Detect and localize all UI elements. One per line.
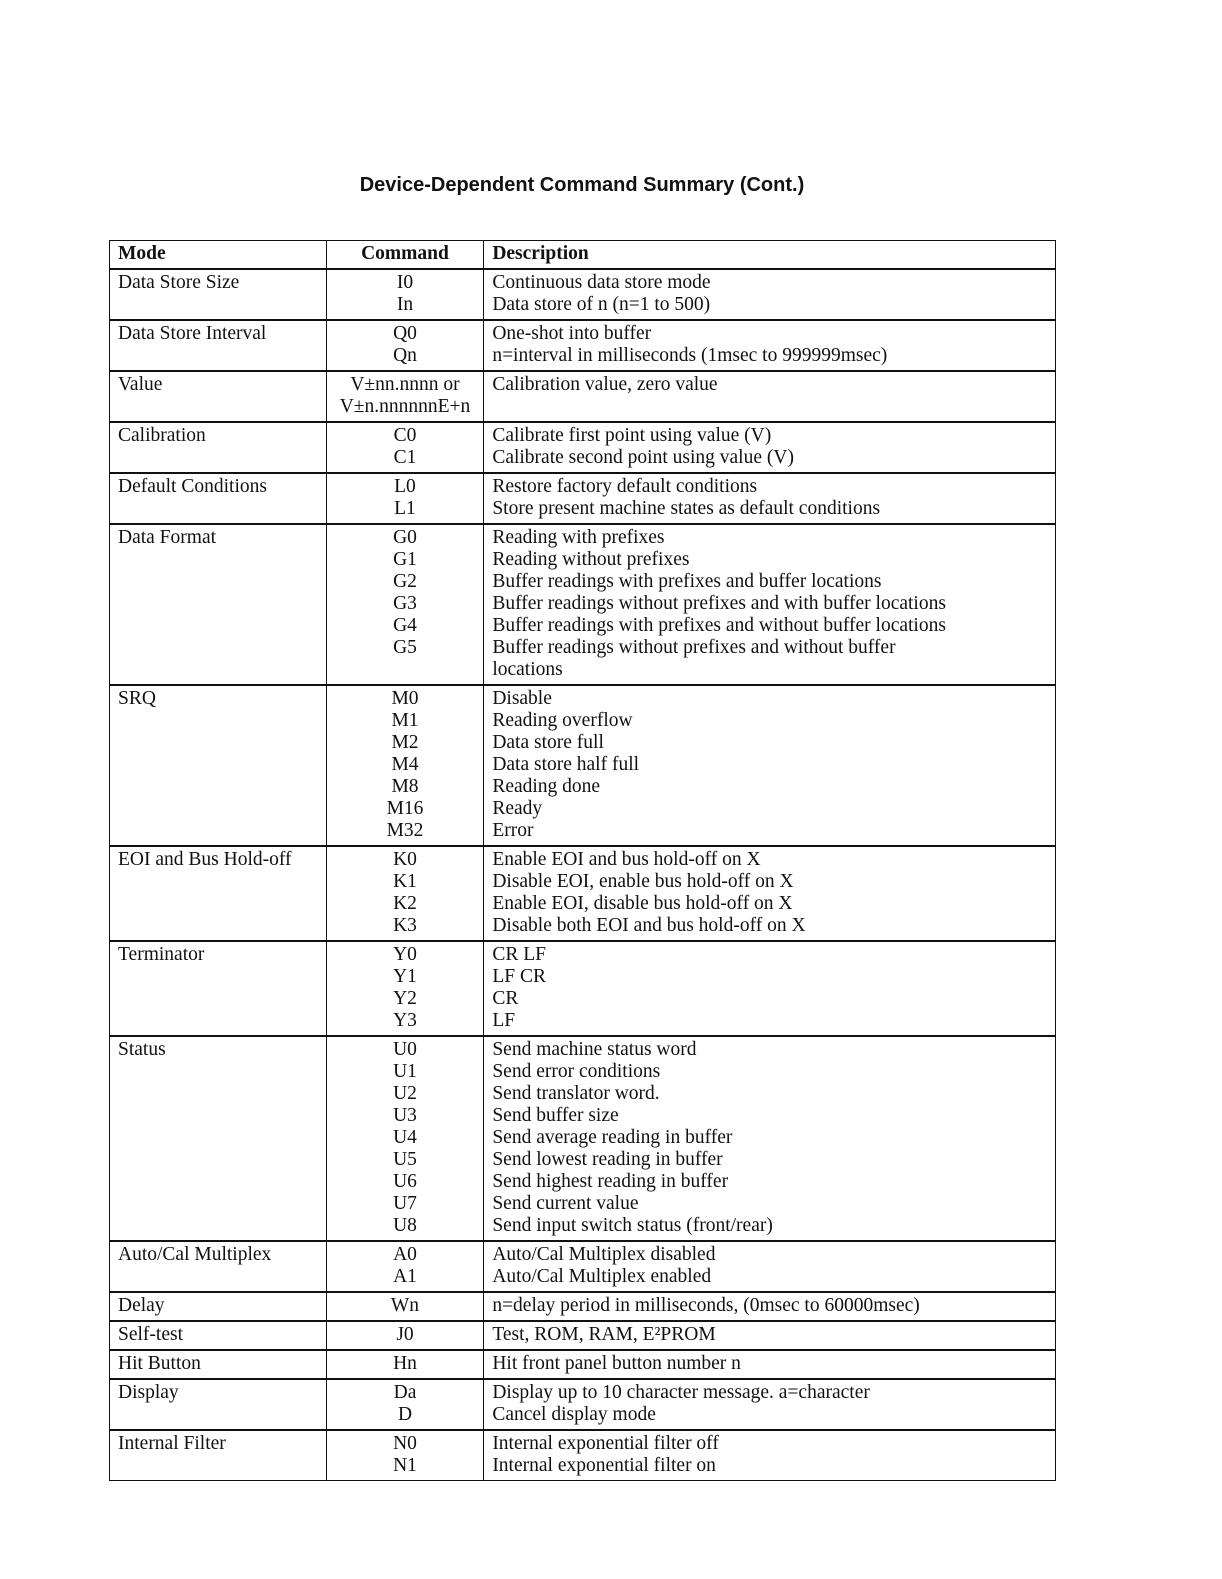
command-code: U0 [393, 1039, 417, 1060]
table-row [110, 685, 1056, 846]
page-title: Device-Dependent Command Summary (Cont.) [359, 174, 805, 196]
command-code: U3 [393, 1105, 417, 1126]
table-row [110, 371, 1056, 422]
command-code: M8 [391, 776, 419, 797]
command-description: Test, ROM, RAM, E²PROM [492, 1324, 716, 1345]
mode-cell: Data Format [110, 524, 327, 685]
command-code: U1 [393, 1061, 417, 1082]
command-description: Buffer readings without prefixes and with buffer locations [492, 593, 946, 614]
description-cell [484, 524, 1056, 685]
command-code: L1 [394, 498, 416, 519]
description-cell [484, 1036, 1056, 1241]
command-description: Send input switch status (front/rear) [492, 1215, 773, 1236]
command-description: Send average reading in buffer [492, 1127, 733, 1148]
command-code: In [396, 294, 414, 315]
command-code: V±n.nnnnnnE+n [339, 396, 471, 417]
command-cell [326, 269, 484, 320]
command-description: Data store of n (n=1 to 500) [492, 294, 711, 315]
command-code: U4 [393, 1127, 417, 1148]
command-cell [326, 1036, 484, 1241]
header-command: Command [326, 241, 484, 270]
command-description: Reading without prefixes [492, 549, 690, 570]
mode-cell: Status [110, 1036, 327, 1241]
description-cell [484, 1350, 1056, 1379]
command-description: Send translator word. [492, 1083, 660, 1104]
description-cell [484, 320, 1056, 371]
command-cell [326, 422, 484, 473]
description-cell [484, 1321, 1056, 1350]
command-code: Y3 [393, 1010, 417, 1031]
command-code: N1 [393, 1455, 417, 1476]
header-mode: Mode [110, 241, 327, 270]
command-description: Data store half full [492, 754, 640, 775]
command-description: n=delay period in milliseconds, (0msec to 60000msec) [492, 1295, 920, 1316]
command-code: Y2 [393, 988, 417, 1009]
description-cell [484, 1292, 1056, 1321]
table-row [110, 524, 1056, 685]
command-code: A1 [393, 1266, 417, 1287]
command-description: Reading overflow [492, 710, 633, 731]
command-description: Buffer readings with prefixes and without buffer locations [492, 615, 946, 636]
table-row [110, 1292, 1056, 1321]
command-description: CR [492, 988, 519, 1009]
command-code: G5 [393, 637, 417, 658]
command-description: CR LF [492, 944, 546, 965]
command-code: K1 [393, 871, 417, 892]
mode-cell: Calibration [110, 422, 327, 473]
mode-cell: Default Conditions [110, 473, 327, 524]
header-description: Description [484, 241, 1056, 270]
table-row [110, 269, 1056, 320]
command-code: D [397, 1404, 413, 1425]
command-cell [326, 846, 484, 941]
command-code: U2 [393, 1083, 417, 1104]
table-row [110, 473, 1056, 524]
command-code: C1 [393, 447, 417, 468]
table-row [110, 1379, 1056, 1430]
command-description: Ready [492, 798, 543, 819]
command-code: K2 [393, 893, 417, 914]
table-row [110, 1350, 1056, 1379]
command-code: N0 [393, 1433, 417, 1454]
command-code: M2 [391, 732, 419, 753]
command-code: C0 [393, 425, 417, 446]
command-description: Data store full [492, 732, 604, 753]
command-description: Calibration value, zero value [492, 374, 718, 395]
command-code: U6 [393, 1171, 417, 1192]
command-description: Internal exponential filter off [492, 1433, 719, 1454]
table-row [110, 941, 1056, 1036]
command-description: Buffer readings without prefixes and without buffer [492, 637, 896, 658]
command-code: M0 [391, 688, 419, 709]
command-code: A0 [393, 1244, 417, 1265]
command-code: Y0 [393, 944, 417, 965]
command-code: I0 [396, 272, 414, 293]
command-description: Disable both EOI and bus hold-off on X [492, 915, 806, 936]
command-description: Store present machine states as default conditions [492, 498, 881, 519]
command-cell [326, 524, 484, 685]
description-cell [484, 941, 1056, 1036]
table-row [110, 320, 1056, 371]
command-code: G4 [393, 615, 417, 636]
description-cell [484, 1430, 1056, 1481]
command-cell [326, 1321, 484, 1350]
command-code: G3 [393, 593, 417, 614]
description-cell [484, 422, 1056, 473]
command-description: Restore factory default conditions [492, 476, 758, 497]
command-code: U7 [393, 1193, 417, 1214]
mode-cell: SRQ [110, 685, 327, 846]
command-description: Auto/Cal Multiplex enabled [492, 1266, 712, 1287]
command-cell [326, 1350, 484, 1379]
table-row [110, 1241, 1056, 1292]
description-cell [484, 846, 1056, 941]
command-description: LF CR [492, 966, 546, 987]
mode-cell: Display [110, 1379, 327, 1430]
description-cell [484, 473, 1056, 524]
command-description: Calibrate first point using value (V) [492, 425, 772, 446]
table-header-row [110, 241, 1056, 270]
table-row [110, 1321, 1056, 1350]
command-cell [326, 1241, 484, 1292]
description-cell [484, 1379, 1056, 1430]
command-description: Send machine status word [492, 1039, 697, 1060]
table-row [110, 846, 1056, 941]
mode-cell: Delay [110, 1292, 327, 1321]
command-code: L0 [394, 476, 416, 497]
command-cell [326, 320, 484, 371]
command-description: n=interval in milliseconds (1msec to 999999msec) [492, 345, 888, 366]
description-cell [484, 685, 1056, 846]
command-description: Auto/Cal Multiplex disabled [492, 1244, 716, 1265]
command-code: Q0 [393, 323, 417, 344]
command-code: Da [393, 1382, 417, 1403]
mode-cell: Terminator [110, 941, 327, 1036]
command-code: M32 [386, 820, 424, 841]
command-code: Qn [393, 345, 417, 366]
mode-cell: Hit Button [110, 1350, 327, 1379]
command-cell [326, 371, 484, 422]
mode-cell: Self-test [110, 1321, 327, 1350]
command-cell [326, 1292, 484, 1321]
description-cell [484, 1241, 1056, 1292]
command-description: Reading done [492, 776, 601, 797]
command-description: Continuous data store mode [492, 272, 711, 293]
command-code: G1 [393, 549, 417, 570]
command-description: Calibrate second point using value (V) [492, 447, 794, 468]
command-cell [326, 1430, 484, 1481]
command-code: Y1 [393, 966, 417, 987]
table-row [110, 1036, 1056, 1241]
command-cell [326, 1379, 484, 1430]
mode-cell: EOI and Bus Hold-off [110, 846, 327, 941]
command-description: Enable EOI, disable bus hold-off on X [492, 893, 793, 914]
command-summary-table [109, 240, 1056, 1481]
command-code: G2 [393, 571, 417, 592]
command-description: Internal exponential filter on [492, 1455, 716, 1476]
command-description: Disable [492, 688, 552, 709]
command-description: Display up to 10 character message. a=character [492, 1382, 870, 1403]
command-code: J0 [396, 1324, 414, 1345]
command-description: Enable EOI and bus hold-off on X [492, 849, 761, 870]
description-cell [484, 269, 1056, 320]
command-description: LF [492, 1010, 516, 1031]
command-description: Buffer readings with prefixes and buffer locations [492, 571, 882, 592]
command-description: Error [492, 820, 534, 841]
command-code: Wn [390, 1295, 420, 1316]
table-row [110, 1430, 1056, 1481]
command-description: Send lowest reading in buffer [492, 1149, 723, 1170]
command-cell [326, 685, 484, 846]
command-cell [326, 941, 484, 1036]
command-description: One-shot into buffer [492, 323, 652, 344]
command-description: Send current value [492, 1193, 639, 1214]
command-cell [326, 473, 484, 524]
description-cell [484, 371, 1056, 422]
mode-cell: Data Store Size [110, 269, 327, 320]
command-description: Reading with prefixes [492, 527, 665, 548]
command-description: Send error conditions [492, 1061, 661, 1082]
command-code: M1 [391, 710, 419, 731]
mode-cell: Auto/Cal Multiplex [110, 1241, 327, 1292]
command-code: M4 [391, 754, 419, 775]
command-code: V±nn.nnnn or [350, 374, 460, 395]
command-description: Disable EOI, enable bus hold-off on X [492, 871, 794, 892]
command-code: K0 [393, 849, 417, 870]
command-code: U5 [393, 1149, 417, 1170]
command-code: U8 [393, 1215, 417, 1236]
command-code: M16 [386, 798, 424, 819]
command-code: Hn [393, 1353, 417, 1374]
command-code: G0 [393, 527, 417, 548]
command-description: Send highest reading in buffer [492, 1171, 729, 1192]
command-code: K3 [393, 915, 417, 936]
mode-cell: Value [110, 371, 327, 422]
command-description: Send buffer size [492, 1105, 619, 1126]
table-row [110, 422, 1056, 473]
command-description: Cancel display mode [492, 1404, 656, 1425]
command-description: Hit front panel button number n [492, 1353, 741, 1374]
command-description: locations [492, 659, 563, 680]
mode-cell: Data Store Interval [110, 320, 327, 371]
mode-cell: Internal Filter [110, 1430, 327, 1481]
